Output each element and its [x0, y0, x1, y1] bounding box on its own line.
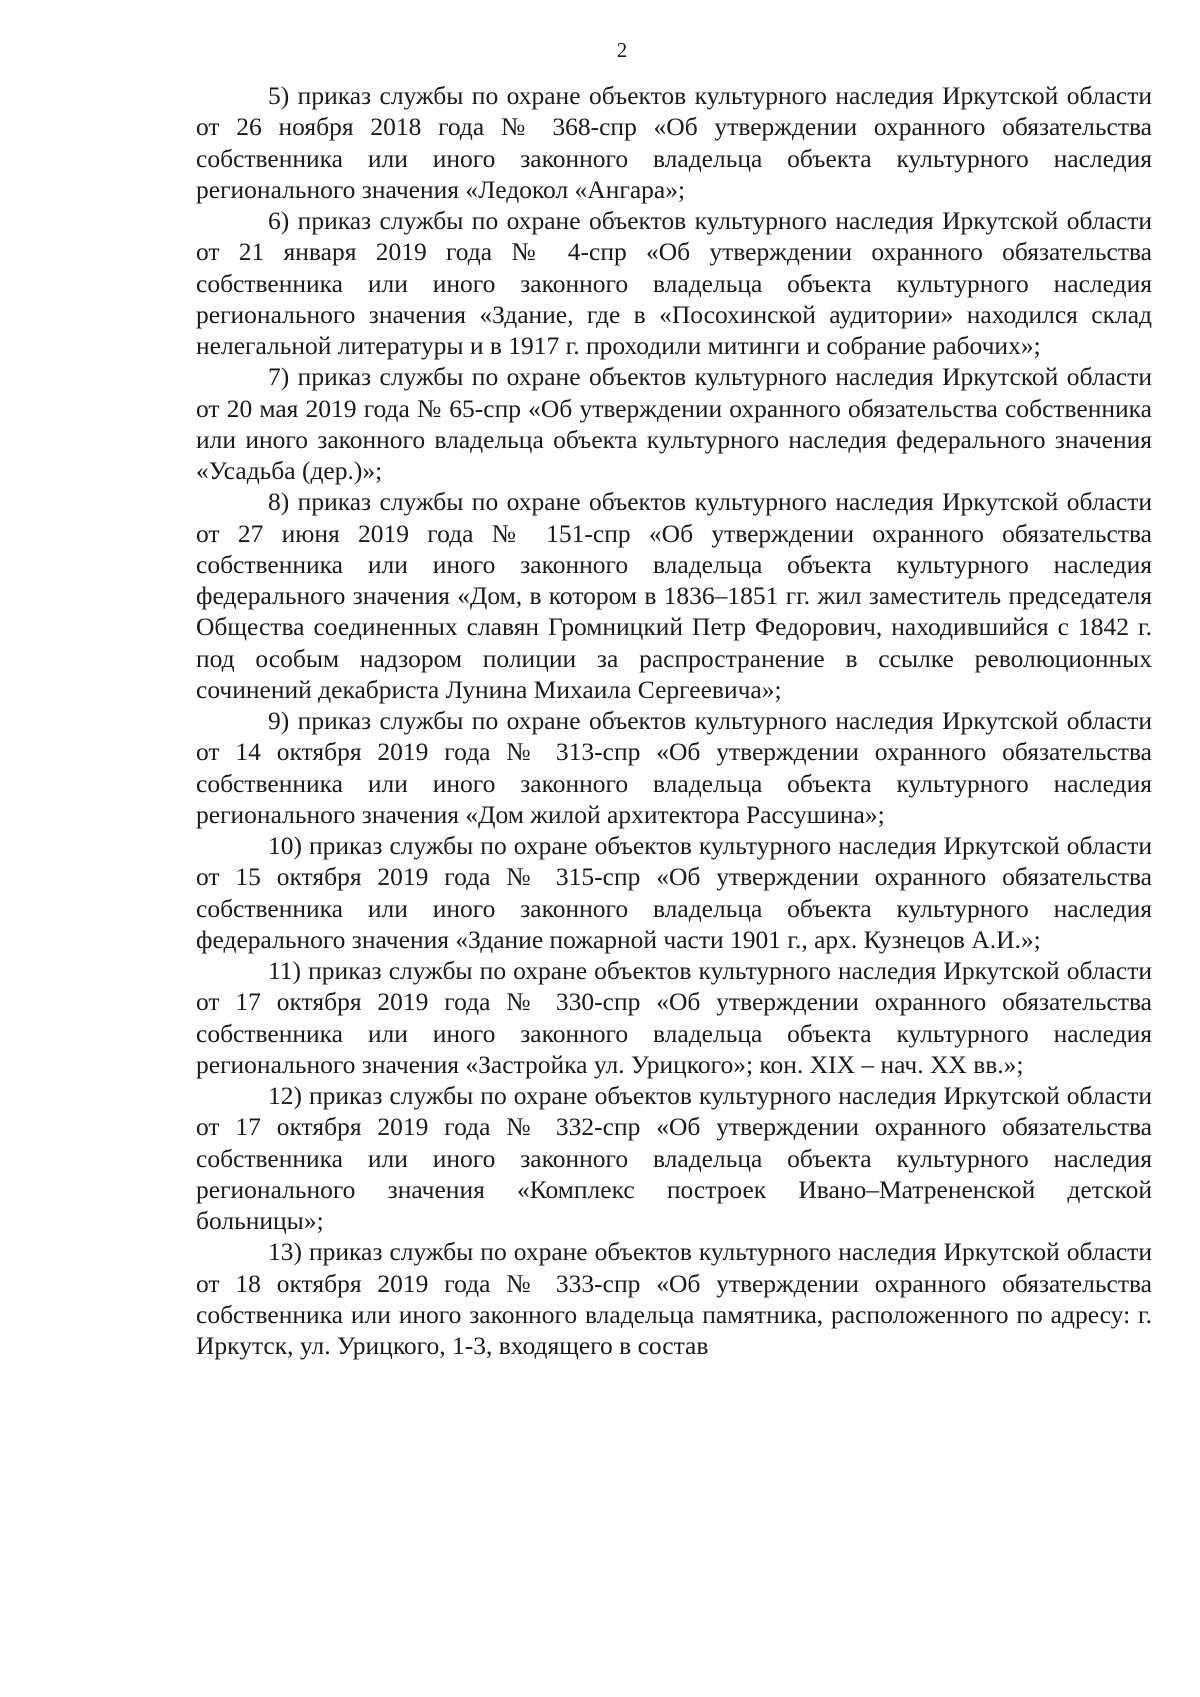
list-item-9: 9) приказ службы по охране объектов культурного наследия Иркутской области от 14 октября 2019 года № 313-спр «Об утверждении охранного обязательства собственника или иного законного владельца объекта культурного наследия регионального значения «Дом жилой архитектора Рассушина»; [196, 706, 1152, 829]
list-item-11: 11) приказ службы по охране объектов культурного наследия Иркутской области от 17 октября 2019 года № 330-спр «Об утверждении охранного обязательства собственника или иного законного владельца объекта культурного наследия регионального значения «Застройка ул. Урицкого»; кон. XIX – нач. XX вв.»; [196, 956, 1152, 1079]
list-item-12: 12) приказ службы по охране объектов культурного наследия Иркутской области от 17 октября 2019 года № 332-спр «Об утверждении охранного обязательства собственника или иного законного владельца объекта культурного наследия регионального значения «Комплекс построек Ивано–Матрененской детской больницы»; [196, 1081, 1152, 1235]
list-item-5: 5) приказ службы по охране объектов культурного наследия Иркутской области от 26 ноября 2018 года № 368-спр «Об утверждении охранного обязательства собственника или иного законного владельца объекта культурного наследия регионального значения «Ледокол «Ангара»; [196, 81, 1152, 204]
list-item-13: 13) приказ службы по охране объектов культурного наследия Иркутской области от 18 октября 2019 года № 333-спр «Об утверждении охранного обязательства собственника или иного законного владельца памятника, расположенного по адресу: г. Иркутск, ул. Урицкого, 1-3, входящего в состав [196, 1237, 1152, 1360]
page-number: 2 [616, 38, 628, 62]
list-item-7: 7) приказ службы по охране объектов культурного наследия Иркутской области от 20 мая 2019 года № 65-спр «Об утверждении охранного обязательства собственника или иного законного владельца объекта культурного наследия федерального значения «Усадьба (дер.)»; [196, 362, 1152, 485]
document-body [196, 80, 1152, 1361]
list-item-8: 8) приказ службы по охране объектов культурного наследия Иркутской области от 27 июня 2019 года № 151-спр «Об утверждении охранного обязательства собственника или иного законного владельца объекта культурного наследия федерального значения «Дом, в котором в 1836–1851 гг. жил заместитель председателя Общества соединенных славян Громницкий Петр Федорович, находившийся с 1842 г. под особым надзором полиции за распространение в ссылке революционных сочинений декабриста Лунина Михаила Сергеевича»; [196, 487, 1152, 704]
list-item-10: 10) приказ службы по охране объектов культурного наследия Иркутской области от 15 октября 2019 года № 315-спр «Об утверждении охранного обязательства собственника или иного законного владельца объекта культурного наследия федерального значения «Здание пожарной части 1901 г., арх. Кузнецов А.И.»; [196, 831, 1152, 954]
list-item-6: 6) приказ службы по охране объектов культурного наследия Иркутской области от 21 января 2019 года № 4-спр «Об утверждении охранного обязательства собственника или иного законного владельца объекта культурного наследия регионального значения «Здание, где в «Посохинской аудитории» находился склад нелегальной литературы и в 1917 г. проходили митинги и собрание рабочих»; [196, 206, 1152, 360]
